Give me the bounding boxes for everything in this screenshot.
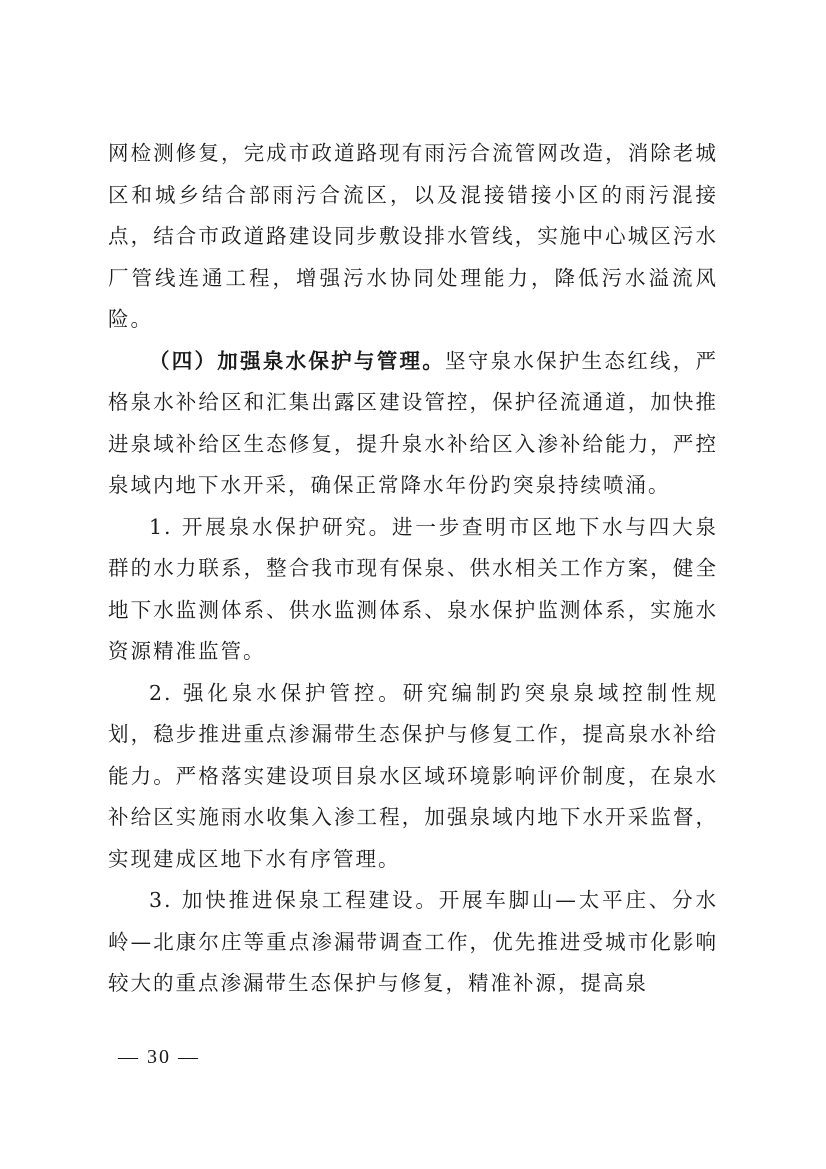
paragraph-2 <box>108 341 718 507</box>
body-text <box>108 133 718 1005</box>
section-heading-4: （四）加强泉水保护与管理。 <box>149 348 446 373</box>
paragraph-2-text: 坚守泉水保护生态红线，严格泉水补给区和汇集出露区建设管控，保护径流通道，加快推进泉域补给区生态修复，提升泉水补给区入渗补给能力，严控泉域内地下水开采，确保正常降水年份趵突泉持续喷涌。 <box>108 348 719 497</box>
paragraph-4 <box>108 673 718 881</box>
paragraph-4-text: 2. 强化泉水保护管控。研究编制趵突泉泉域控制性规划，稳步推进重点渗漏带生态保护与修复工作，提高泉水补给能力。严格落实建设项目泉水区域环境影响评价制度，在泉水补给区实施雨水收集入渗工程，加强泉域内地下水开采监督，实现建成区地下水有序管理。 <box>108 680 718 871</box>
paragraph-5-text: 3. 加快推进保泉工程建设。开展车脚山—太平庄、分水岭—北康尔庄等重点渗漏带调查工作，优先推进受城市化影响较大的重点渗漏带生态保护与修复，精准补源，提高泉 <box>108 888 718 995</box>
paragraph-3 <box>108 507 718 673</box>
paragraph-1 <box>108 133 718 341</box>
paragraph-3-text: 1. 开展泉水保护研究。进一步查明市区地下水与四大泉群的水力联系，整合我市现有保泉、供水相关工作方案，健全地下水监测体系、供水监测体系、泉水保护监测体系，实施水资源精准监管。 <box>108 514 718 663</box>
page-number: — 30 — <box>118 1046 200 1068</box>
paragraph-1-text: 网检测修复，完成市政道路现有雨污合流管网改造，消除老城区和城乡结合部雨污合流区，以及混接错接小区的雨污混接点，结合市政道路建设同步敷设排水管线，实施中心城区污水厂管线连通工程，增强污水协同处理能力，降低污水溢流风险。 <box>108 141 718 331</box>
paragraph-5 <box>108 880 718 1005</box>
